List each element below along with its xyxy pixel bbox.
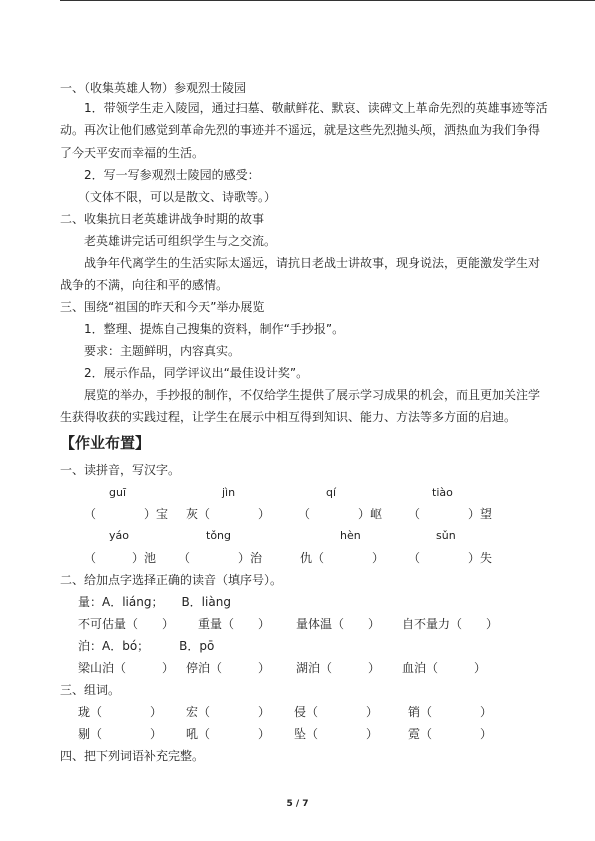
pinyin-label: yáo [109, 529, 129, 542]
question-1-title: 一、读拼音，写汉字。 [60, 463, 181, 477]
question-2-title: 二、给加点字选择正确的读音（填序号）。 [60, 573, 283, 587]
word-blank[interactable]: 销（ ） [408, 705, 493, 719]
word-blank[interactable]: 吼（ ） [186, 727, 271, 741]
paragraph-line: 战争的不满，向往和平的感情。 [60, 278, 229, 292]
paragraph-line: 生获得收获的实践过程，让学生在展示中相互得到知识、能力、方法等多方面的启迪。 [60, 410, 517, 424]
fill-blank-item[interactable]: （ ）望 [408, 507, 493, 521]
choice-item[interactable]: 停泊（ ） [186, 661, 271, 675]
fill-blank-item[interactable]: 仇（ ） [300, 551, 385, 565]
word-blank[interactable]: 霓（ ） [408, 727, 493, 741]
paragraph-line: 了今天平安而幸福的生活。 [60, 146, 205, 160]
paragraph-line: 2．写一写参观烈士陵园的感受： [84, 168, 260, 182]
choice-item[interactable]: 不可估量（ ） [78, 617, 175, 631]
word-blank[interactable]: 珑（ ） [78, 705, 163, 719]
pinyin-label: hèn [340, 529, 361, 542]
pinyin-label: sǔn [436, 529, 456, 542]
section-3-title: 三、围绕“祖国的昨天和今天”举办展览 [60, 300, 265, 314]
choice-item[interactable]: 梁山泊（ ） [78, 661, 175, 675]
choice-item[interactable]: 重量（ ） [198, 617, 271, 631]
paragraph-line: 1．带领学生走入陵园，通过扫墓、敬献鲜花、默哀、读碑文上革命先烈的英雄事迹等活 [84, 101, 548, 115]
choice-item[interactable]: 量体温（ ） [296, 617, 381, 631]
word-blank[interactable]: 剔（ ） [78, 727, 163, 741]
homework-heading: 【作业布置】 [60, 434, 151, 452]
word-blank[interactable]: 坠（ ） [294, 727, 379, 741]
pinyin-label: tiào [432, 486, 453, 499]
reading-options: 泊：A．bó； B．pō [78, 639, 215, 653]
fill-blank-item[interactable]: 灰（ ） [186, 507, 271, 521]
paragraph-note: （文体不限，可以是散文、诗歌等。） [78, 190, 277, 204]
paragraph-line: 老英雄讲完话可组织学生与之交流。 [84, 234, 277, 248]
choice-item[interactable]: 湖泊（ ） [296, 661, 381, 675]
paragraph-line: 要求：主题鲜明，内容真实。 [84, 344, 241, 358]
fill-blank-item[interactable]: （ ）失 [408, 551, 493, 565]
paragraph-line: 动。再次让他们感觉到革命先烈的事迹并不遥远，就是这些先烈抛头颅，洒热血为我们争得 [60, 123, 541, 137]
fill-blank-item[interactable]: （ ）宝 [84, 507, 169, 521]
question-4-title: 四、把下列词语补充完整。 [60, 749, 205, 763]
pinyin-label: jìn [222, 486, 236, 499]
paragraph-line: 2．展示作品，同学评议出“最佳设计奖”。 [84, 366, 309, 380]
top-rule [60, 0, 595, 1]
section-1-title: 一、（收集英雄人物）参观烈士陵园 [60, 81, 247, 95]
paragraph-line: 战争年代离学生的生活实际太遥远，请抗日老战士讲故事，现身说法，更能激发学生对 [84, 256, 541, 270]
reading-options: 量：A．liáng； B．liàng [78, 595, 231, 609]
choice-item[interactable]: 血泊（ ） [402, 661, 487, 675]
pinyin-label: tǒng [206, 529, 231, 542]
word-blank[interactable]: 宏（ ） [186, 705, 271, 719]
pinyin-label: qí [326, 486, 337, 499]
word-blank[interactable]: 侵（ ） [294, 705, 379, 719]
question-3-title: 三、组词。 [60, 683, 121, 697]
paragraph-line: 1．整理、提炼自己搜集的资料，制作“手抄报”。 [84, 322, 345, 336]
pinyin-label: guī [109, 486, 127, 499]
page-number: 5 / 7 [286, 799, 309, 809]
fill-blank-item[interactable]: （ ）治 [178, 551, 263, 565]
choice-item[interactable]: 自不量力（ ） [402, 617, 499, 631]
section-2-title: 二、收集抗日老英雄讲战争时期的故事 [60, 212, 265, 226]
fill-blank-item[interactable]: （ ）岖 [298, 507, 383, 521]
paragraph-line: 展览的举办，手抄报的制作，不仅给学生提供了展示学习成果的机会，而且更加关注学 [84, 388, 541, 402]
fill-blank-item[interactable]: （ ）池 [84, 551, 157, 565]
